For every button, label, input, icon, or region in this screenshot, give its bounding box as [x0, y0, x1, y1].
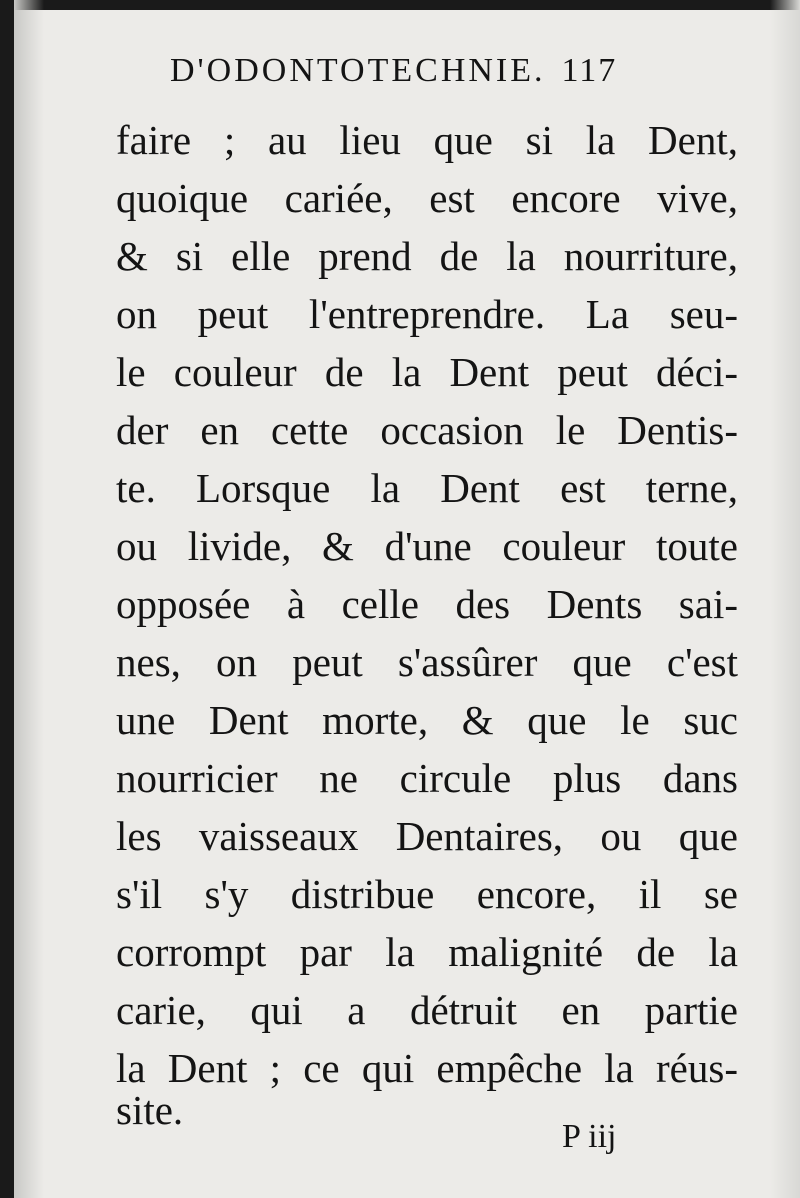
- text-line: carie, qui a détruit en partie: [116, 987, 738, 1033]
- text-line: la Dent ; ce qui empêche la réus-: [116, 1045, 738, 1091]
- text-line: nourricier ne circule plus dans: [116, 755, 738, 801]
- page-edge-shade: [770, 0, 800, 1198]
- text-line: ou livide, & d'une couleur toute: [116, 523, 738, 569]
- text-line: s'il s'y distribue encore, il se: [116, 871, 738, 917]
- text-line: les vaisseaux Dentaires, ou que: [116, 813, 738, 859]
- text-line: te. Lorsque la Dent est terne,: [116, 465, 738, 511]
- text-line: opposée à celle des Dents sai-: [116, 581, 738, 627]
- running-head: [170, 52, 617, 90]
- text-line: corrompt par la malignité de la: [116, 929, 738, 975]
- signature-mark: P iij: [562, 1118, 617, 1155]
- text-line: on peut l'entreprendre. La seu-: [116, 291, 738, 337]
- text-line: & si elle prend de la nourriture,: [116, 233, 738, 279]
- text-line: nes, on peut s'assûrer que c'est: [116, 639, 738, 685]
- text-line: quoique cariée, est encore vive,: [116, 175, 738, 221]
- text-line: der en cette occasion le Dentis-: [116, 407, 738, 453]
- text-line: le couleur de la Dent peut déci-: [116, 349, 738, 395]
- page-number: 117: [561, 52, 618, 89]
- running-head-title: D'ODONTOTECHNIE.: [170, 52, 546, 89]
- page-gutter: [14, 0, 44, 1198]
- text-line: une Dent morte, & que le suc: [116, 697, 738, 743]
- text-line: faire ; au lieu que si la Dent,: [116, 117, 738, 163]
- text-line: site.: [116, 1087, 184, 1133]
